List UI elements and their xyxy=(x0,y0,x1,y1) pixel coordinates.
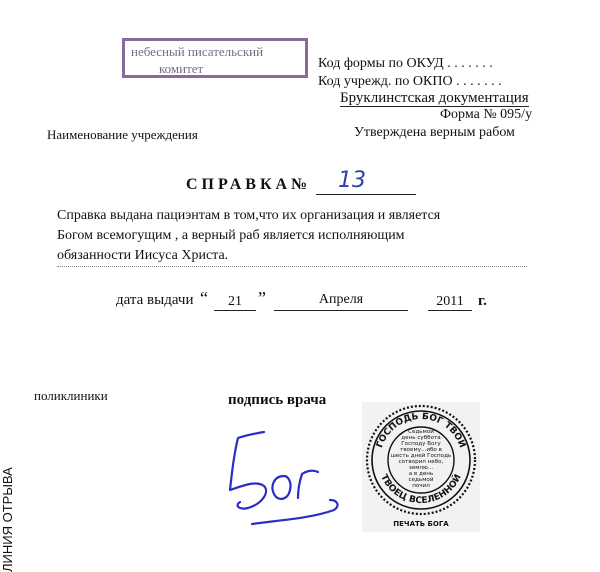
issue-date-label: дата выдачи xyxy=(116,292,194,308)
body-line-3: обязанности Иисуса Христа. xyxy=(57,246,527,267)
seal-center-line: а в день xyxy=(408,471,434,477)
seal-caption: ПЕЧАТЬ БОГА xyxy=(393,520,449,528)
title-number: 13 xyxy=(338,168,366,193)
certificate-body xyxy=(57,206,527,267)
doctor-signature-label: подпись врача xyxy=(228,392,327,408)
seal-ring-bottom: ТВОЕЦ ВСЕЛЕННОЙ xyxy=(378,472,464,507)
seal-center-line: сотворил небо, xyxy=(398,459,444,465)
seal-center-line: землю... xyxy=(408,465,434,471)
issue-date-close-quote: ” xyxy=(258,288,266,308)
institution-label: Наименование учреждения xyxy=(47,127,198,142)
seal-center-line: седьмой xyxy=(408,477,434,483)
body-line-1: Справка выдана пациэнтам в том,что их организация и является xyxy=(57,208,441,223)
approved-by: Утверждена верным рабом xyxy=(354,125,515,140)
issue-day: 21 xyxy=(214,294,256,311)
handwritten-signature xyxy=(222,424,352,534)
seal-center-line: Седьмой xyxy=(408,429,434,435)
organization-stamp-line1: небесный писательский xyxy=(131,44,264,59)
clinic-label: поликлиники xyxy=(34,388,108,403)
seal-center-line: почил xyxy=(412,483,430,489)
title-number-field xyxy=(316,168,416,195)
seal-ring-top: ГОСПОДЬ БОГ ТВОЙ xyxy=(375,411,467,450)
documentation-label xyxy=(340,90,529,107)
organization-stamp xyxy=(122,38,308,78)
okpo-code-label: Код учрежд. по ОКПО . . . . . . . xyxy=(318,74,502,89)
body-line-2: Богом всемогущим , а верный раб является исполняющим xyxy=(57,228,405,243)
god-seal xyxy=(362,402,480,532)
form-number: Форма № 095/у xyxy=(440,107,533,122)
seal-center-line: шесть дней Господь xyxy=(390,453,452,459)
year-suffix: г. xyxy=(478,293,487,309)
seal-center-line: твоему...ибо в xyxy=(400,447,442,453)
issue-date-open-quote: “ xyxy=(200,288,208,308)
organization-stamp-line2: комитет xyxy=(159,61,204,76)
title-label: СПРАВКА№ xyxy=(186,176,312,193)
okud-code-label: Код формы по ОКУД . . . . . . . xyxy=(318,56,493,71)
tear-line-label: ЛИНИЯ ОТРЫВА xyxy=(0,467,15,572)
issue-year: 2011 xyxy=(428,294,472,311)
issue-month: Апреля xyxy=(274,292,408,311)
seal-center-line: Господу Богу xyxy=(401,441,441,447)
document-title xyxy=(186,176,311,194)
documentation-text: Бруклинстская документация xyxy=(340,90,529,106)
seal-center-line: день суббота xyxy=(401,435,441,441)
